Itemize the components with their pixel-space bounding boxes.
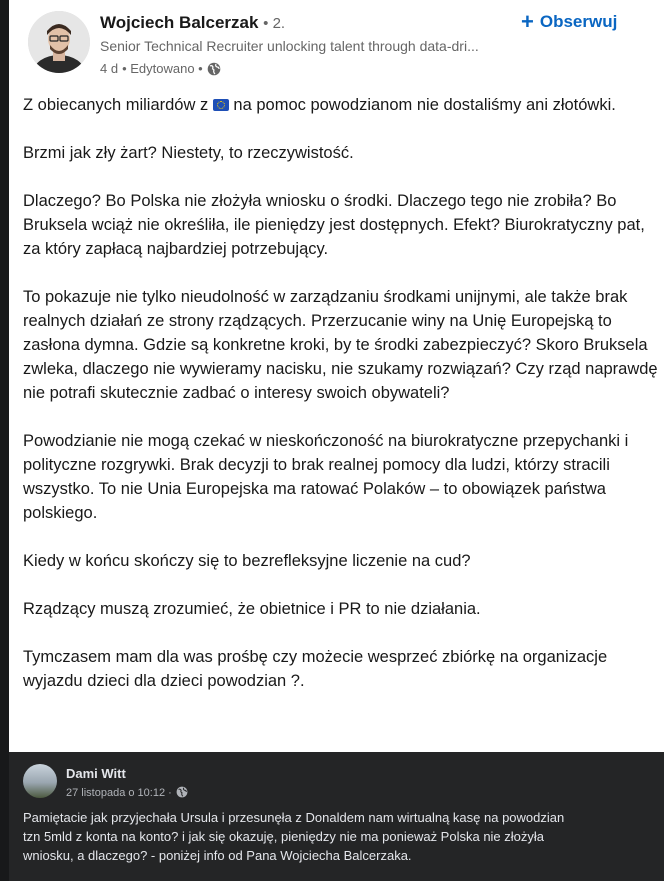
comment-avatar[interactable] bbox=[23, 764, 57, 798]
post-paragraph-6: Kiedy w końcu skończy się to bezrefleksyjne liczenie na cud? bbox=[23, 552, 471, 570]
comment bbox=[9, 752, 664, 881]
comment-author[interactable]: Dami Witt bbox=[66, 766, 126, 781]
plus-icon: + bbox=[521, 9, 534, 34]
post-paragraph-5: Powodzianie nie mogą czekać w nieskończoność na biurokratyczne przepychanki i polityczne rozgrywki. Brak decyzji to brak realnej pomocy dla ludzi, którzy stracili wszystko. To nie Unia Europejska ma ratować Polaków – to obowiązek państwa polskiego. bbox=[23, 432, 629, 522]
comment-date[interactable]: 27 listopada o 10:12 · bbox=[66, 787, 172, 799]
post-time[interactable]: 4 d bbox=[100, 61, 119, 76]
eu-flag-icon bbox=[213, 99, 229, 111]
comment-meta bbox=[66, 786, 190, 800]
post-body bbox=[23, 93, 664, 717]
post-meta bbox=[100, 61, 221, 76]
post-paragraph-2: Brzmi jak zły żart? Niestety, to rzeczywistość. bbox=[23, 144, 354, 162]
author-avatar[interactable] bbox=[28, 11, 90, 73]
connection-degree: • 2. bbox=[263, 15, 286, 32]
post-paragraph-7: Rządzący muszą zrozumieć, że obietnice i PR to nie działania. bbox=[23, 600, 481, 618]
author-name-text[interactable]: Wojciech Balcerzak bbox=[100, 13, 259, 32]
post-paragraph-8: Tymczasem mam dla was prośbę czy możecie wesprzeć zbiórkę na organizacje wyjazdu dzieci dla dzieci powodzian ?. bbox=[23, 648, 608, 690]
post-paragraph-1: Z obiecanych miliardów z na pomoc powodzianom nie dostaliśmy ani złotówki. bbox=[23, 96, 616, 114]
shared-post-card bbox=[9, 0, 664, 752]
author-name[interactable] bbox=[100, 13, 285, 33]
author-headline: Senior Technical Recruiter unlocking talent through data-dri... bbox=[100, 38, 479, 54]
globe-icon bbox=[207, 62, 221, 76]
globe-icon bbox=[176, 786, 190, 800]
post-paragraph-4: To pokazuje nie tylko nieudolność w zarządzaniu środkami unijnymi, ale także brak realnych działań ze strony rządzących. Przerzucanie winy na Unię Europejską to zasłona dymna. Gdzie są konkretne kroki, by te środki zabezpieczyć? Skoro Bruksela zwleka, dlaczego nie wywieramy nacisku, nie szukamy rozwiązań? Czy rząd naprawdę nie potrafi skutecznie zadbać o interesy swoich obywateli? bbox=[23, 288, 658, 402]
comment-text: Pamiętacie jak przyjechała Ursula i przesunęła z Donaldem nam wirtualną kasę na powodzian tzn 5mld z konta na konto? i jak się okazuję, pieniędzy nie ma ponieważ Polska nie złożyła wniosku, a dlaczego? - poniżej info od Pana Wojciecha Balcerzaka. bbox=[23, 810, 565, 863]
post-paragraph-3: Dlaczego? Bo Polska nie złożyła wniosku o środki. Dlaczego tego nie zrobiła? Bo Bruksela wciąż nie określiła, ile pieniędzy jest dostępnych. Efekt? Biurokratyczny pat, za który zapłacą najbardziej potrzebujący. bbox=[23, 192, 645, 258]
follow-button[interactable] bbox=[521, 8, 617, 36]
edited-label: • Edytowano • bbox=[122, 61, 203, 76]
follow-label: Obserwuj bbox=[539, 12, 618, 31]
